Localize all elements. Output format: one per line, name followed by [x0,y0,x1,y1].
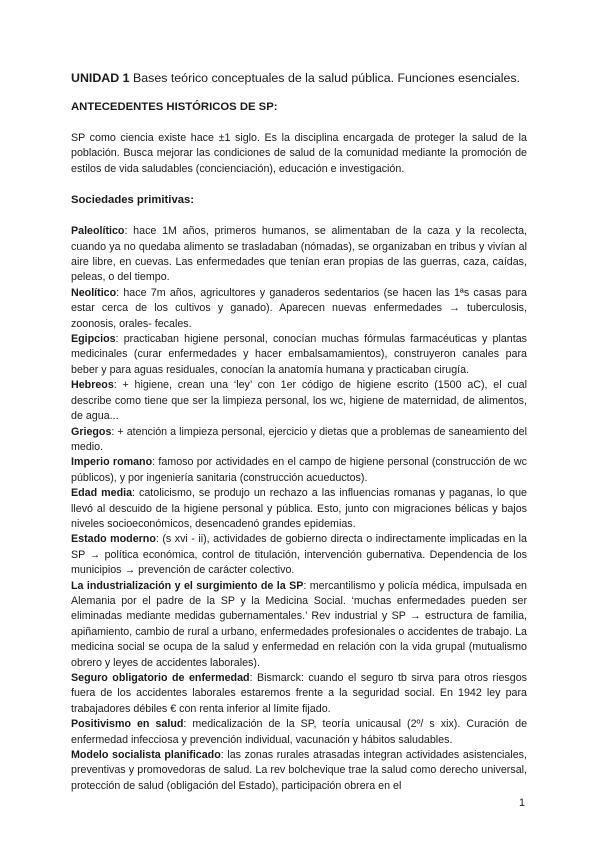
entry-term: Positivismo en salud [71,718,184,731]
entry-estado-moderno [71,532,527,578]
entry-term: La industrialización y el surgimiento de la SP [71,579,304,592]
entry-text: : hace 7m años, agricultores y ganaderos sedentarios (se hacen las 1ªs casas para estar cerca de los cultivos y ganado). Aparecen nuevas enfermedades → tuberculosis, zoonosis, orales- fecales. [71,286,527,330]
entry-griegos [71,425,527,456]
unit-description: Bases teórico conceptuales de la salud pública. Funciones esenciales. [129,71,521,85]
entry-term: Griegos [71,425,112,438]
entry-text: : (s xvi - ii), actividades de gobierno directa o indirectamente implicadas en la SP → política económica, control de titulación, intervención gubernativa. Dependencia de los municipios → prevención de carácter colectivo. [71,533,527,577]
entry-text: : + higiene, crean una ‘ley’ con 1er código de higiene escrito (1500 aC), el cual describe como tiene que ser la limpieza personal, los wc, higiene de maternidad, de alimentos, de agua... [71,379,527,423]
page-content [71,70,527,794]
entries-list [71,224,527,794]
entry-imperio-romano [71,455,527,486]
entry-text: : Bismarck: cuando el seguro tb sirva para otros riesgos fuera de los accidentes laborales estaremos frente a la seguridad social. En 1942 ley para trabajadores débiles € con renta inferior al límite fijado. [71,672,527,715]
entry-text: : famoso por actividades en el campo de higiene personal (construcción de wc públicos), y por ingeniería sanitaria (construcción acueductos). [71,456,527,484]
entry-term: Paleolítico [71,225,125,238]
entry-edad-media [71,486,527,532]
unit-label: UNIDAD 1 [71,71,130,85]
entry-modelo-socialista [71,748,527,794]
entry-positivismo [71,717,527,748]
entry-term: Neolítico [71,286,117,299]
entry-industrializacion [71,579,527,671]
entry-paleolitico [71,224,527,286]
entry-term: Seguro obligatorio de enfermedad [71,672,250,684]
entry-egipcios [71,332,527,378]
entry-text: : hace 1M años, primeros humanos, se alimentaban de la caza y la recolecta, cuando ya no quedaba alimento se trasladaban (nómadas), se organizaban en tribus y vivían al aire libre, en cuevas. Las enfermedades que tenían eran propias de las guerras, caza, caídas, peleas, o del tiempo. [71,225,527,284]
section-heading: ANTECEDENTES HISTÓRICOS DE SP: [71,101,278,113]
entry-text: : mercantilismo y policía médica, impulsada en Alemania por el padre de la SP y la Medicina Social. ‘muchas enfermedades pueden ser eliminadas mediante medidas gubernamentales.’ Rev industrial y SP → estructura de familia, apiñamiento, cambio de rural a urbano, enfermedades profesionales o accidentes de trabajo. La medicina social se ocupa de la salud y enfermedad en relación con la vida grupal (mutualismo obrero y leyes de accidentes laborales). [71,579,527,669]
entry-neolitico [71,286,527,332]
entry-seguro-obligatorio [71,671,527,717]
entry-text: : + atención a limpieza personal, ejercicio y dietas que a problemas de saneamiento del medio. [71,425,527,453]
entry-term: Modelo socialista planificado [71,749,221,762]
entry-term: Edad media [71,487,133,500]
entry-text: : las zonas rurales atrasadas integran actividades asistenciales, preventivas y promovedoras de salud. La rev bolchevique trae la salud como derecho universal, protección de salud (obligación del Estado), participación obrera en el [71,749,527,792]
entry-text: : practicaban higiene personal, conocían muchas fórmulas farmacéuticas y plantas medicinales (curar enfermedades y hacer embalsamamientos), construyeron canales para beber y para aguas residuales, conocían la anatomía humana y practicaban cirugía. [71,333,527,376]
subsection-heading: Sociedades primitivas: [71,194,195,207]
entry-term: Hebreos [71,379,114,392]
entry-term: Estado moderno [71,533,156,546]
page-number: 1 [519,797,525,809]
entry-text: : catolicismo, se produjo un rechazo a las influencias romanas y paganas, lo que llevó al descuido de la higiene personal y pública. Esto, junto con migraciones bélicas y bajos niveles socioeconómicos, desencadenó grandes epidemias. [71,487,527,530]
entry-term: Egipcios [71,333,116,346]
entry-hebreos [71,378,527,424]
unit-title [71,70,527,86]
entry-term: Imperio romano [71,456,153,469]
intro-paragraph: SP como ciencia existe hace ±1 siglo. Es la disciplina encargada de proteger la salud de la población. Busca mejorar las condiciones de salud de la comunidad mediante la promoción de estilos de vida saludables (concienciación), educación e investigación. [71,132,527,175]
entry-text: : medicalización de la SP, teoría unicausal (2º/ s xix). Curación de enfermedad infecciosa y prevención individual, vacunación y hábitos saludables. [71,718,528,746]
